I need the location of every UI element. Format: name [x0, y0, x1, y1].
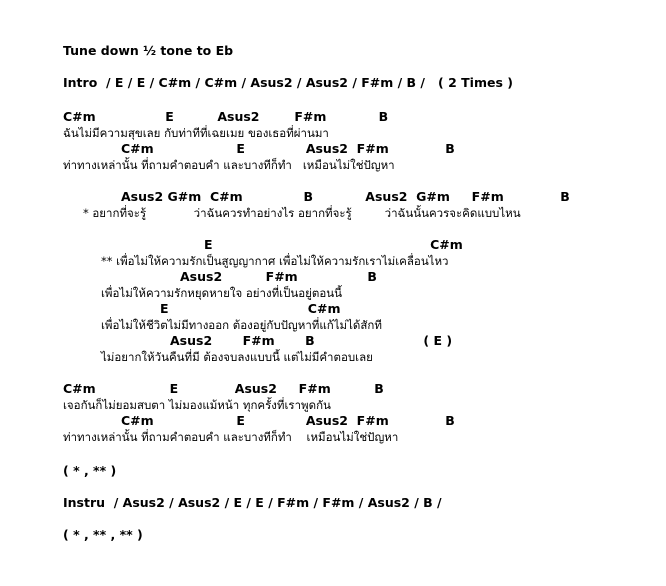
verse1-lyric-line: ฉันไม่มีความสุขเลย กับท่าทีที่เฉยเมย ของเธอที่ผ่านมา: [63, 126, 329, 140]
chorus-lyric-line: ไม่อยากให้วันคืนที่มี ต้องจบลงแบบนี้ แต่ไม่มีคำตอบเลย: [101, 350, 373, 364]
intro-chords: Intro / E / E / C#m / C#m / Asus2 / Asus2 / F#m / B / ( 2 Times ): [63, 75, 513, 90]
chorus-chord-line: E C#m: [204, 237, 463, 252]
verse1-lyric-line: ท่าทางเหล่านั้น ที่ถามคำตอบคำ และบางทีก็ทำ เหมือนไม่ใช่ปัญหา: [63, 158, 395, 172]
verse2-chord-line: C#m E Asus2 F#m B: [63, 381, 384, 396]
prechorus-chord-line: Asus2 G#m C#m B Asus2 G#m F#m B: [121, 189, 570, 204]
chorus-chord-line: E C#m: [160, 301, 341, 316]
chorus-chord-line: Asus2 F#m B: [180, 269, 377, 284]
verse2-chord-line: C#m E Asus2 F#m B: [121, 413, 455, 428]
verse1-chord-line: C#m E Asus2 F#m B: [63, 109, 389, 124]
chorus-lyric-line: เพื่อไม่ให้ชีวิตไม่มีทางออก ต้องอยู่กับปัญหาที่แก้ไม่ได้สักที: [101, 318, 382, 332]
verse1-chord-line: C#m E Asus2 F#m B: [121, 141, 455, 156]
verse2-lyric-line: เจอกันก็ไม่ยอมสบตา ไม่มองแม้หน้า ทุกครั้งที่เราพูดกัน: [63, 398, 331, 412]
chorus-lyric-line: ** เพื่อไม่ให้ความรักเป็นสูญญากาศ เพื่อไม่ให้ความรักเราไม่เคลื่อนไหว: [101, 254, 449, 268]
repeat-marker: ( * , ** , ** ): [63, 527, 143, 542]
chorus-chord-line: Asus2 F#m B ( E ): [170, 333, 453, 348]
repeat-marker: ( * , ** ): [63, 463, 117, 478]
chorus-lyric-line: เพื่อไม่ให้ความรักหยุดหายใจ อย่างที่เป็นอยู่ตอนนี้: [101, 286, 343, 300]
instrumental-chords: Instru / Asus2 / Asus2 / E / E / F#m / F#m / Asus2 / B /: [63, 495, 442, 510]
prechorus-lyric-line: * อยากที่จะรู้ ว่าฉันควรทำอย่างไร อยากที่จะรู้ ว่าฉันนั้นควรจะคิดแบบไหน: [83, 206, 521, 220]
verse2-lyric-line: ท่าทางเหล่านั้น ที่ถามคำตอบคำ และบางทีก็ทำ เหมือนไม่ใช่ปัญหา: [63, 430, 399, 444]
tune-instruction: Tune down ½ tone to Eb: [63, 43, 234, 58]
